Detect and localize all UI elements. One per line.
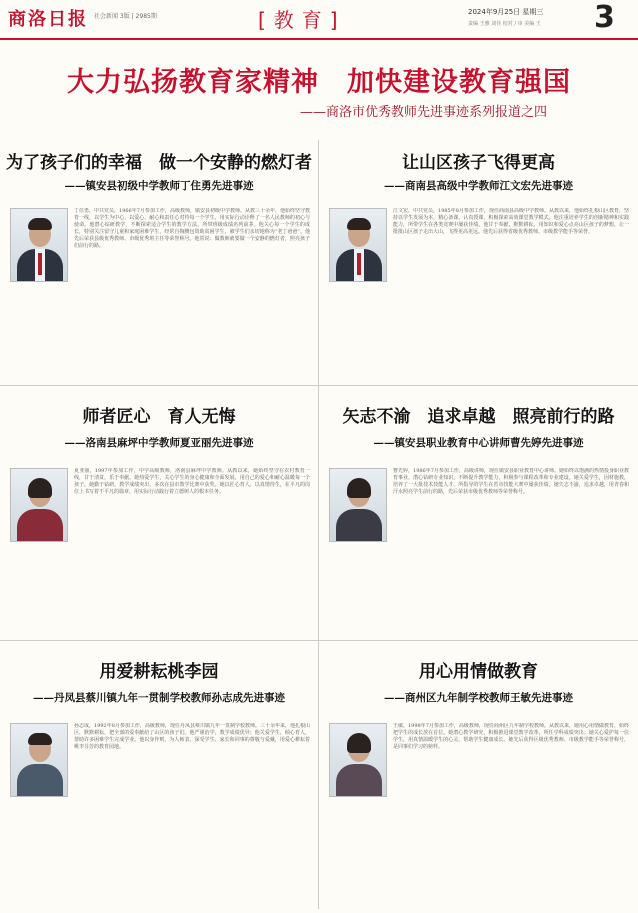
teacher-portrait-photo (329, 208, 387, 282)
article-card (319, 140, 638, 385)
article-subtitle: ——商州区九年制学校教师王敏先进事迹 (384, 692, 573, 704)
editor-credits: 责编 王雅 刘佳 校对 / 审 美编 王 (468, 21, 541, 27)
article-body: 江文宏，中共党员，1985年8月参加工作，现任商南县高级中学教师。从教以来，他始终扎根山区教育，坚持以学生发展为本，精心备课，认真授课，积极探索高效课堂教学模式。他注重培养学生的创新精神和实践能力，所带学生在各类竞赛中屡获佳绩。他甘于奉献，默默耕耘，用知识和爱心点亮山区孩子的梦想，让一批批山区孩子走出大山，飞得更高更远。他先后获得省级优秀教师、市级教学能手等荣誉。 (393, 208, 629, 235)
article-card (0, 390, 318, 640)
article-card (319, 390, 638, 640)
article-body: 曹先婷，1986年7月参加工作，高级讲师，现任镇安县职业教育中心讲师。她始终以饱满的热情投身职业教育事业，潜心钻研专业知识，不断提升教学能力，积极参与课程改革和专业建设。她关爱学生，因材施教，培养了一大批技术技能人才，所指导的学生在省市技能大赛中屡获佳绩。她矢志不渝，追求卓越，用青春和汗水照亮学生前行的路，先后荣获市级优秀教师等荣誉称号。 (393, 468, 629, 495)
row-divider-2 (0, 640, 638, 641)
teacher-portrait-photo (10, 208, 68, 282)
teacher-portrait-photo (329, 468, 387, 542)
article-body: 夏亚丽，1997年参加工作，中学高级教师，洛南县麻坪中学教师。从教以来，她始终坚守在农村教育一线，甘于清贫，乐于奉献。她热爱学生，关心学生的身心健康和全面发展，用自己的爱心和耐心温暖每一个孩子。她勤于钻研，教学成绩突出，多次在县市教学比赛中获奖。她以匠心育人，以真情待生，在平凡的岗位上书写着不平凡的篇章，用实际行动践行着立德树人的根本任务。 (74, 468, 310, 495)
article-subtitle: ——丹凤县蔡川镇九年一贯制学校教师孙志成先进事迹 (33, 692, 285, 704)
masthead (0, 0, 638, 40)
article-title: 师者匠心 育人无悔 (82, 407, 236, 427)
teacher-portrait-photo (329, 723, 387, 797)
article-body: 丁住勇，中共党员，1966年7月参加工作，高级教师，镇安县初级中学教师。从教三十余年，他始终坚守教育一线，以学生为中心，以爱心、耐心和责任心对待每一个学生，用实际行动诠释了一名人民教师的初心与使命。他潜心钻研教学，不断探索适合学生的教学方法，所带班级成绩名列前茅。他关心每一个学生的成长，特别关注留守儿童和家庭困难学生，经常自掏腰包资助贫困学生，被学生们亲切地称为“老丁爸爸”。他先后荣获县级优秀教师、市级优秀班主任等荣誉称号。他常说：做教师就要做一个安静的燃灯者，照亮孩子们前行的路。 (74, 208, 310, 249)
article-body: 孙志成，1992年8月参加工作，高级教师，现任丹凤县蔡川镇九年一贯制学校教师。三十余年来，他扎根山区，默默耕耘，把全部的爱奉献给了山区的孩子们。他严谨治学，教学成绩优异；他关爱学生，倾心育人，帮助许多困难学生完成学业。他以身作则，为人师表，深受学生、家长和同事的尊敬与爱戴，用爱心耕耘着桃李芬芳的教育园地。 (74, 723, 310, 750)
article-body: 王敏，1998年7月参加工作，高级教师，现任商州区九年制学校教师。从教以来，她用心用情做教育，始终把学生的成长放在首位。她潜心教学研究，积极推进课堂教学改革，所任学科成绩突出；她关心爱护每一位学生，用真情温暖学生的心灵，帮助学生健康成长。她先后获得区级优秀教师、市级教学能手等荣誉称号，是同事们学习的榜样。 (393, 723, 629, 750)
article-subtitle: ——镇安县职业教育中心讲师曹先婷先进事迹 (373, 437, 584, 449)
article-title: 用爱耕耘桃李园 (99, 662, 219, 682)
article-subtitle: ——洛南县麻坪中学教师夏亚丽先进事迹 (64, 437, 254, 449)
article-card (0, 645, 318, 909)
article-title: 用心用情做教育 (419, 662, 538, 682)
section-name: [教育] (258, 8, 346, 32)
row-divider-1 (0, 385, 638, 386)
main-subheadline: ——商洛市优秀教师先进事迹系列报道之四 (300, 105, 548, 120)
main-headline: 大力弘扬教育家精神 加快建设教育强国 (67, 67, 571, 98)
article-subtitle: ——商南县高级中学教师江文宏先进事迹 (384, 180, 573, 192)
publish-date: 2024年9月25日 星期三 (468, 8, 544, 16)
article-title: 矢志不渝 追求卓越 照亮前行的路 (342, 407, 615, 427)
article-card (0, 140, 318, 385)
article-title: 为了孩子们的幸福 做一个安静的燃灯者 (6, 153, 312, 173)
article-card (319, 645, 638, 909)
page-number: 3 (594, 0, 615, 35)
teacher-portrait-photo (10, 723, 68, 797)
paper-subtitle: 社会新闻 3版 | 2985期 (94, 13, 157, 20)
article-title: 让山区孩子飞得更高 (402, 153, 555, 173)
newspaper-logo: 商洛日报 (8, 9, 88, 30)
article-subtitle: ——镇安县初级中学教师丁住勇先进事迹 (64, 180, 254, 192)
teacher-portrait-photo (10, 468, 68, 542)
